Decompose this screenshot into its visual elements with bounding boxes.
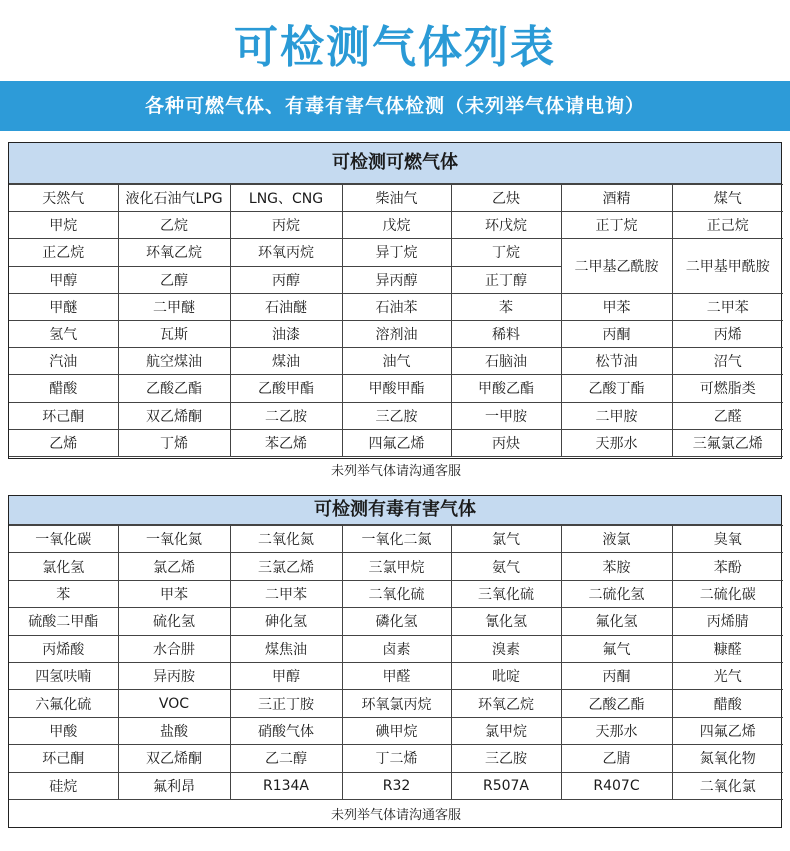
gas-cell: 异丙胺 [118,662,230,689]
gas-cell: 醋酸 [672,690,783,717]
gas-cell: 甲酸乙酯 [451,375,561,402]
table-row [9,320,783,347]
gas-cell: 四氟乙烯 [342,429,451,456]
gas-cell: 三氧化硫 [451,580,561,607]
gas-cell: 乙酸乙酯 [118,375,230,402]
gas-cell: 二甲苯 [672,293,783,320]
gas-cell: 环氧乙烷 [451,690,561,717]
gas-cell: 一甲胺 [451,402,561,429]
gas-cell: 二硫化碳 [672,580,783,607]
table-row [9,212,783,239]
table-footer-row [9,799,783,826]
gas-cell: 苯酚 [672,553,783,580]
gas-cell: 酒精 [561,185,672,212]
table-row [9,717,783,744]
subtitle-banner: 各种可燃气体、有毒有害气体检测（未列举气体请电询） [0,81,790,131]
gas-cell: 柴油气 [342,185,451,212]
gas-cell: 一氧化氮 [118,526,230,553]
gas-cell: 苯胺 [561,553,672,580]
gas-cell: 硫化氢 [118,608,230,635]
table-footer-note: 未列举气体请沟通客服 [9,456,783,483]
gas-cell: 丙酮 [561,320,672,347]
gas-cell: 正丁醇 [451,266,561,293]
gas-cell: 石油醚 [230,293,342,320]
gas-cell: 松节油 [561,348,672,375]
gas-cell: 水合肼 [118,635,230,662]
gas-cell: 甲苯 [118,580,230,607]
gas-cell: 丁二烯 [342,745,451,772]
gas-cell: 丙烯腈 [672,608,783,635]
gas-cell: 丙醇 [230,266,342,293]
gas-cell: 二硫化氢 [561,580,672,607]
gas-cell: 苯 [9,580,118,607]
gas-cell: R407C [561,772,672,799]
gas-cell: 煤焦油 [230,635,342,662]
gas-cell: 环己酮 [9,745,118,772]
gas-cell: 甲醚 [9,293,118,320]
gas-cell: 砷化氢 [230,608,342,635]
gas-cell: 沼气 [672,348,783,375]
gas-cell: 氯乙烯 [118,553,230,580]
gas-cell: 乙醇 [118,266,230,293]
gas-cell: 稀料 [451,320,561,347]
gas-cell: 苯乙烯 [230,429,342,456]
gas-cell: 碘甲烷 [342,717,451,744]
gas-cell: 丁烷 [451,239,561,266]
gas-cell: 氮氧化物 [672,745,783,772]
table-footer-note: 未列举气体请沟通客服 [9,799,783,826]
table-row [9,429,783,456]
gas-cell: 丙酮 [561,662,672,689]
gas-cell: 糠醛 [672,635,783,662]
gas-cell: 环戊烷 [451,212,561,239]
gas-cell: 瓦斯 [118,320,230,347]
gas-cell: 甲酸 [9,717,118,744]
gas-cell: R507A [451,772,561,799]
gas-cell: 丙烷 [230,212,342,239]
gas-cell: 液氯 [561,526,672,553]
gas-cell: 苯 [451,293,561,320]
gas-cell: 三氯乙烯 [230,553,342,580]
gas-cell: 四氟乙烯 [672,717,783,744]
gas-cell: 石油苯 [342,293,451,320]
gas-cell: 盐酸 [118,717,230,744]
gas-cell: 环氧氯丙烷 [342,690,451,717]
gas-cell: 环氧丙烷 [230,239,342,266]
table-row [9,375,783,402]
gas-cell: 煤气 [672,185,783,212]
gas-cell: VOC [118,690,230,717]
toxic-gas-heading: 可检测有毒有害气体 [9,496,781,525]
gas-cell: 光气 [672,662,783,689]
gas-cell: 航空煤油 [118,348,230,375]
gas-cell: 硫酸二甲酯 [9,608,118,635]
gas-cell: 乙腈 [561,745,672,772]
gas-cell: 环己酮 [9,402,118,429]
table-row [9,293,783,320]
gas-cell: 油气 [342,348,451,375]
gas-cell: 乙烷 [118,212,230,239]
gas-cell: 氟气 [561,635,672,662]
table-row [9,348,783,375]
table-row [9,526,783,553]
gas-cell: 二氧化氯 [672,772,783,799]
gas-cell: 六氟化硫 [9,690,118,717]
gas-cell: 戊烷 [342,212,451,239]
table-row [9,635,783,662]
gas-cell: 一氧化碳 [9,526,118,553]
gas-cell: 甲醇 [230,662,342,689]
gas-cell: 磷化氢 [342,608,451,635]
flammable-gas-section [8,142,782,480]
table-row [9,772,783,799]
gas-cell: 双乙烯酮 [118,745,230,772]
gas-cell: 汽油 [9,348,118,375]
gas-cell: 三正丁胺 [230,690,342,717]
gas-cell: 甲苯 [561,293,672,320]
gas-cell: 氟化氢 [561,608,672,635]
table-row [9,662,783,689]
gas-cell: 正乙烷 [9,239,118,266]
gas-cell: 乙酸乙酯 [561,690,672,717]
gas-cell: 氯化氢 [9,553,118,580]
gas-cell: 乙酸甲酯 [230,375,342,402]
gas-cell: 氯气 [451,526,561,553]
gas-cell: 异丙醇 [342,266,451,293]
gas-cell: 环氧乙烷 [118,239,230,266]
table-footer-row [9,456,783,483]
gas-cell: 吡啶 [451,662,561,689]
gas-cell: 氢气 [9,320,118,347]
gas-cell: 三乙胺 [451,745,561,772]
gas-cell: 乙炔 [451,185,561,212]
gas-cell: 乙酸丁酯 [561,375,672,402]
table-row [9,745,783,772]
gas-cell: 异丁烷 [342,239,451,266]
gas-cell: 丙烯 [672,320,783,347]
gas-cell: 二乙胺 [230,402,342,429]
gas-cell: 正丁烷 [561,212,672,239]
gas-cell: 二氧化硫 [342,580,451,607]
gas-cell: 三氟氯乙烯 [672,429,783,456]
gas-cell: 氯甲烷 [451,717,561,744]
gas-cell: 二甲醚 [118,293,230,320]
gas-cell: R134A [230,772,342,799]
toxic-gas-table [9,525,783,826]
gas-cell: 溶剂油 [342,320,451,347]
gas-cell: 硝酸气体 [230,717,342,744]
gas-cell: 氰化氢 [451,608,561,635]
gas-cell: 甲烷 [9,212,118,239]
gas-cell: 丙炔 [451,429,561,456]
table-row [9,239,783,266]
gas-cell: 天那水 [561,429,672,456]
gas-cell: 煤油 [230,348,342,375]
gas-cell: 四氢呋喃 [9,662,118,689]
flammable-gas-table [9,184,783,483]
table-row [9,402,783,429]
gas-cell: 双乙烯酮 [118,402,230,429]
gas-cell: 二甲基甲酰胺 [672,239,783,293]
gas-cell: 醋酸 [9,375,118,402]
gas-cell: 二甲基乙酰胺 [561,239,672,293]
table-row [9,690,783,717]
gas-cell: 石脑油 [451,348,561,375]
gas-cell: 天然气 [9,185,118,212]
gas-cell: 氨气 [451,553,561,580]
gas-cell: 三乙胺 [342,402,451,429]
gas-cell: 甲酸甲酯 [342,375,451,402]
table-row [9,185,783,212]
gas-cell: 甲醇 [9,266,118,293]
gas-cell: LNG、CNG [230,185,342,212]
gas-cell: 硅烷 [9,772,118,799]
gas-cell: 天那水 [561,717,672,744]
gas-cell: 乙烯 [9,429,118,456]
gas-cell: 臭氧 [672,526,783,553]
gas-cell: 丙烯酸 [9,635,118,662]
gas-cell: 甲醛 [342,662,451,689]
gas-cell: 二甲胺 [561,402,672,429]
gas-cell: 乙醛 [672,402,783,429]
page-title: 可检测气体列表 [234,22,556,73]
gas-cell: 油漆 [230,320,342,347]
gas-cell: 乙二醇 [230,745,342,772]
flammable-gas-heading: 可检测可燃气体 [9,143,781,184]
gas-cell: 二氧化氮 [230,526,342,553]
table-row [9,580,783,607]
gas-cell: 正己烷 [672,212,783,239]
gas-cell: 一氧化二氮 [342,526,451,553]
gas-cell: 三氯甲烷 [342,553,451,580]
gas-cell: 卤素 [342,635,451,662]
gas-cell: 可燃脂类 [672,375,783,402]
gas-cell: 二甲苯 [230,580,342,607]
gas-cell: 氟利昂 [118,772,230,799]
gas-cell: 溴素 [451,635,561,662]
table-row [9,553,783,580]
gas-cell: 丁烯 [118,429,230,456]
gas-cell: 液化石油气LPG [118,185,230,212]
toxic-gas-section [8,495,782,828]
gas-cell: R32 [342,772,451,799]
table-row [9,608,783,635]
